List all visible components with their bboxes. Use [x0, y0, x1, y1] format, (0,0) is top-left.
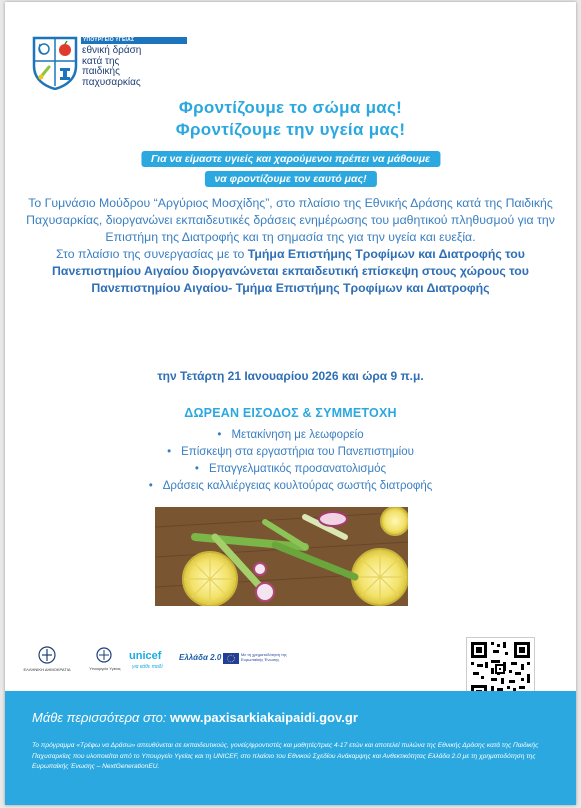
ministry-emblem-icon: [94, 646, 114, 664]
greece-2-0-logo: Ελλάδα 2.0: [179, 653, 222, 662]
vegetable-bicycle-photo: [155, 507, 408, 606]
footer-learn-more: [32, 710, 358, 725]
banner-line-1: Για να είμαστε υγιείς και χαρούμενοι πρέπει να μάθουμε: [141, 151, 440, 167]
event-date: την Τετάρτη 21 Ιανουαρίου 2026 και ώρα 9 π.μ.: [157, 369, 424, 383]
greek-republic-emblem-icon: [36, 645, 58, 665]
list-item: • Επαγγελματικός προσανατολισμός: [5, 461, 576, 478]
headline-line-2: Φροντίζουμε την υγεία μας!: [175, 120, 406, 139]
national-action-logo: [32, 36, 197, 92]
shield-emblem-icon: [32, 36, 78, 90]
ministry-label: Υπουργείο Υγείας: [89, 666, 121, 671]
list-item: • Μετακίνηση με λεωφορείο: [5, 427, 576, 444]
footer-learn-more-label: Μάθε περισσότερα στο:: [32, 710, 171, 725]
banner-line-2: να φροντίζουμε τον εαυτό μας!: [204, 171, 376, 187]
headline-line-1: Φροντίζουμε το σώμα μας!: [178, 98, 403, 117]
intro-paragraph-2: [19, 246, 562, 297]
logo-ministry-bar: ΥΠΟΥΡΓΕΙΟ ΥΓΕΙΑΣ: [81, 37, 187, 44]
intro-paragraph-2-start: Στο πλαίσιο της συνεργασίας με το: [56, 247, 248, 261]
intro-text: [19, 195, 562, 297]
vegetables-image: [155, 507, 408, 606]
logo-line-1: εθνική δράση: [82, 45, 142, 56]
logo-line-2: κατά της: [82, 55, 120, 67]
unicef-logo: unicef: [129, 650, 162, 662]
greek-republic-label: ΕΛΛΗΝΙΚΗ ΔΗΜΟΚΡΑΤΙΑ: [23, 667, 71, 672]
activity-list: [5, 427, 576, 495]
list-item: • Επίσκεψη στα εργαστήρια του Πανεπιστημίου: [5, 444, 576, 461]
free-entry-heading: ΔΩΡΕΑΝ ΕΙΣΟΔΟΣ & ΣΥΜΜΕΤΟΧΗ: [184, 406, 397, 420]
intro-paragraph-1: Το Γυμνάσιο Μούδρου “Αργύριος Μοσχίδης”, στο πλαίσιο της Εθνικής Δράσης κατά της Παιδικής Παχυσαρκίας, διοργανώνει εκπαιδευτικές δράσεις ενημέρωσης του μαθητικού πληθυσμού για την Επιστήμη της Διατροφής και τη σημασία της για την υγεία και ευεξία.: [26, 196, 555, 244]
website-link[interactable]: www.paxisarkiakaipaidi.gov.gr: [170, 710, 358, 725]
list-item: • Δράσεις καλλιέργειας κουλτούρας σωστής διατροφής: [5, 478, 576, 495]
eu-funding-label: Με τη χρηματοδότηση της Ευρωπαϊκής Ένωσης: [241, 652, 287, 662]
eu-flag-icon: [223, 653, 239, 664]
poster-page: [5, 2, 576, 805]
unicef-tagline: για κάθε παιδί: [132, 664, 163, 670]
footer-band: [5, 691, 576, 805]
university-department-text: Τμήμα Επιστήμης Τροφίμων και Διατροφής του Πανεπιστημίου Αιγαίου διοργανώνεται εκπαιδευτική επίσκεψη στους χώρους του Πανεπιστημίου Αιγαίου- Τμήμα Επιστήμης Τροφίμων και Διατροφής: [52, 247, 529, 295]
logo-text: [82, 46, 141, 88]
footer-disclaimer: Το πρόγραμμα «Τρέφω να Δράσω» απευθύνεται σε εκπαιδευτικούς, γονείς/φροντιστές και μαθητές/τριες 4-17 ετών και αποτελεί πυλώνα της Εθνικής Δράσης κατά της Παιδικής Παχυσαρκίας που υλοποιείται από το Υπουργείο Υγείας και τη UNICEF, στο πλαίσιο του Εθνικού Σχεδίου Ανάκαμψης και Ανθεκτικότητας Ελλάδα 2.0 με τη χρηματοδότηση της Ευρωπαϊκής Ένωσης – NextGenerationEU.: [32, 742, 539, 770]
logo-line-3: παιδικής: [82, 66, 120, 77]
logo-line-4: παχυσαρκίας: [82, 76, 141, 88]
